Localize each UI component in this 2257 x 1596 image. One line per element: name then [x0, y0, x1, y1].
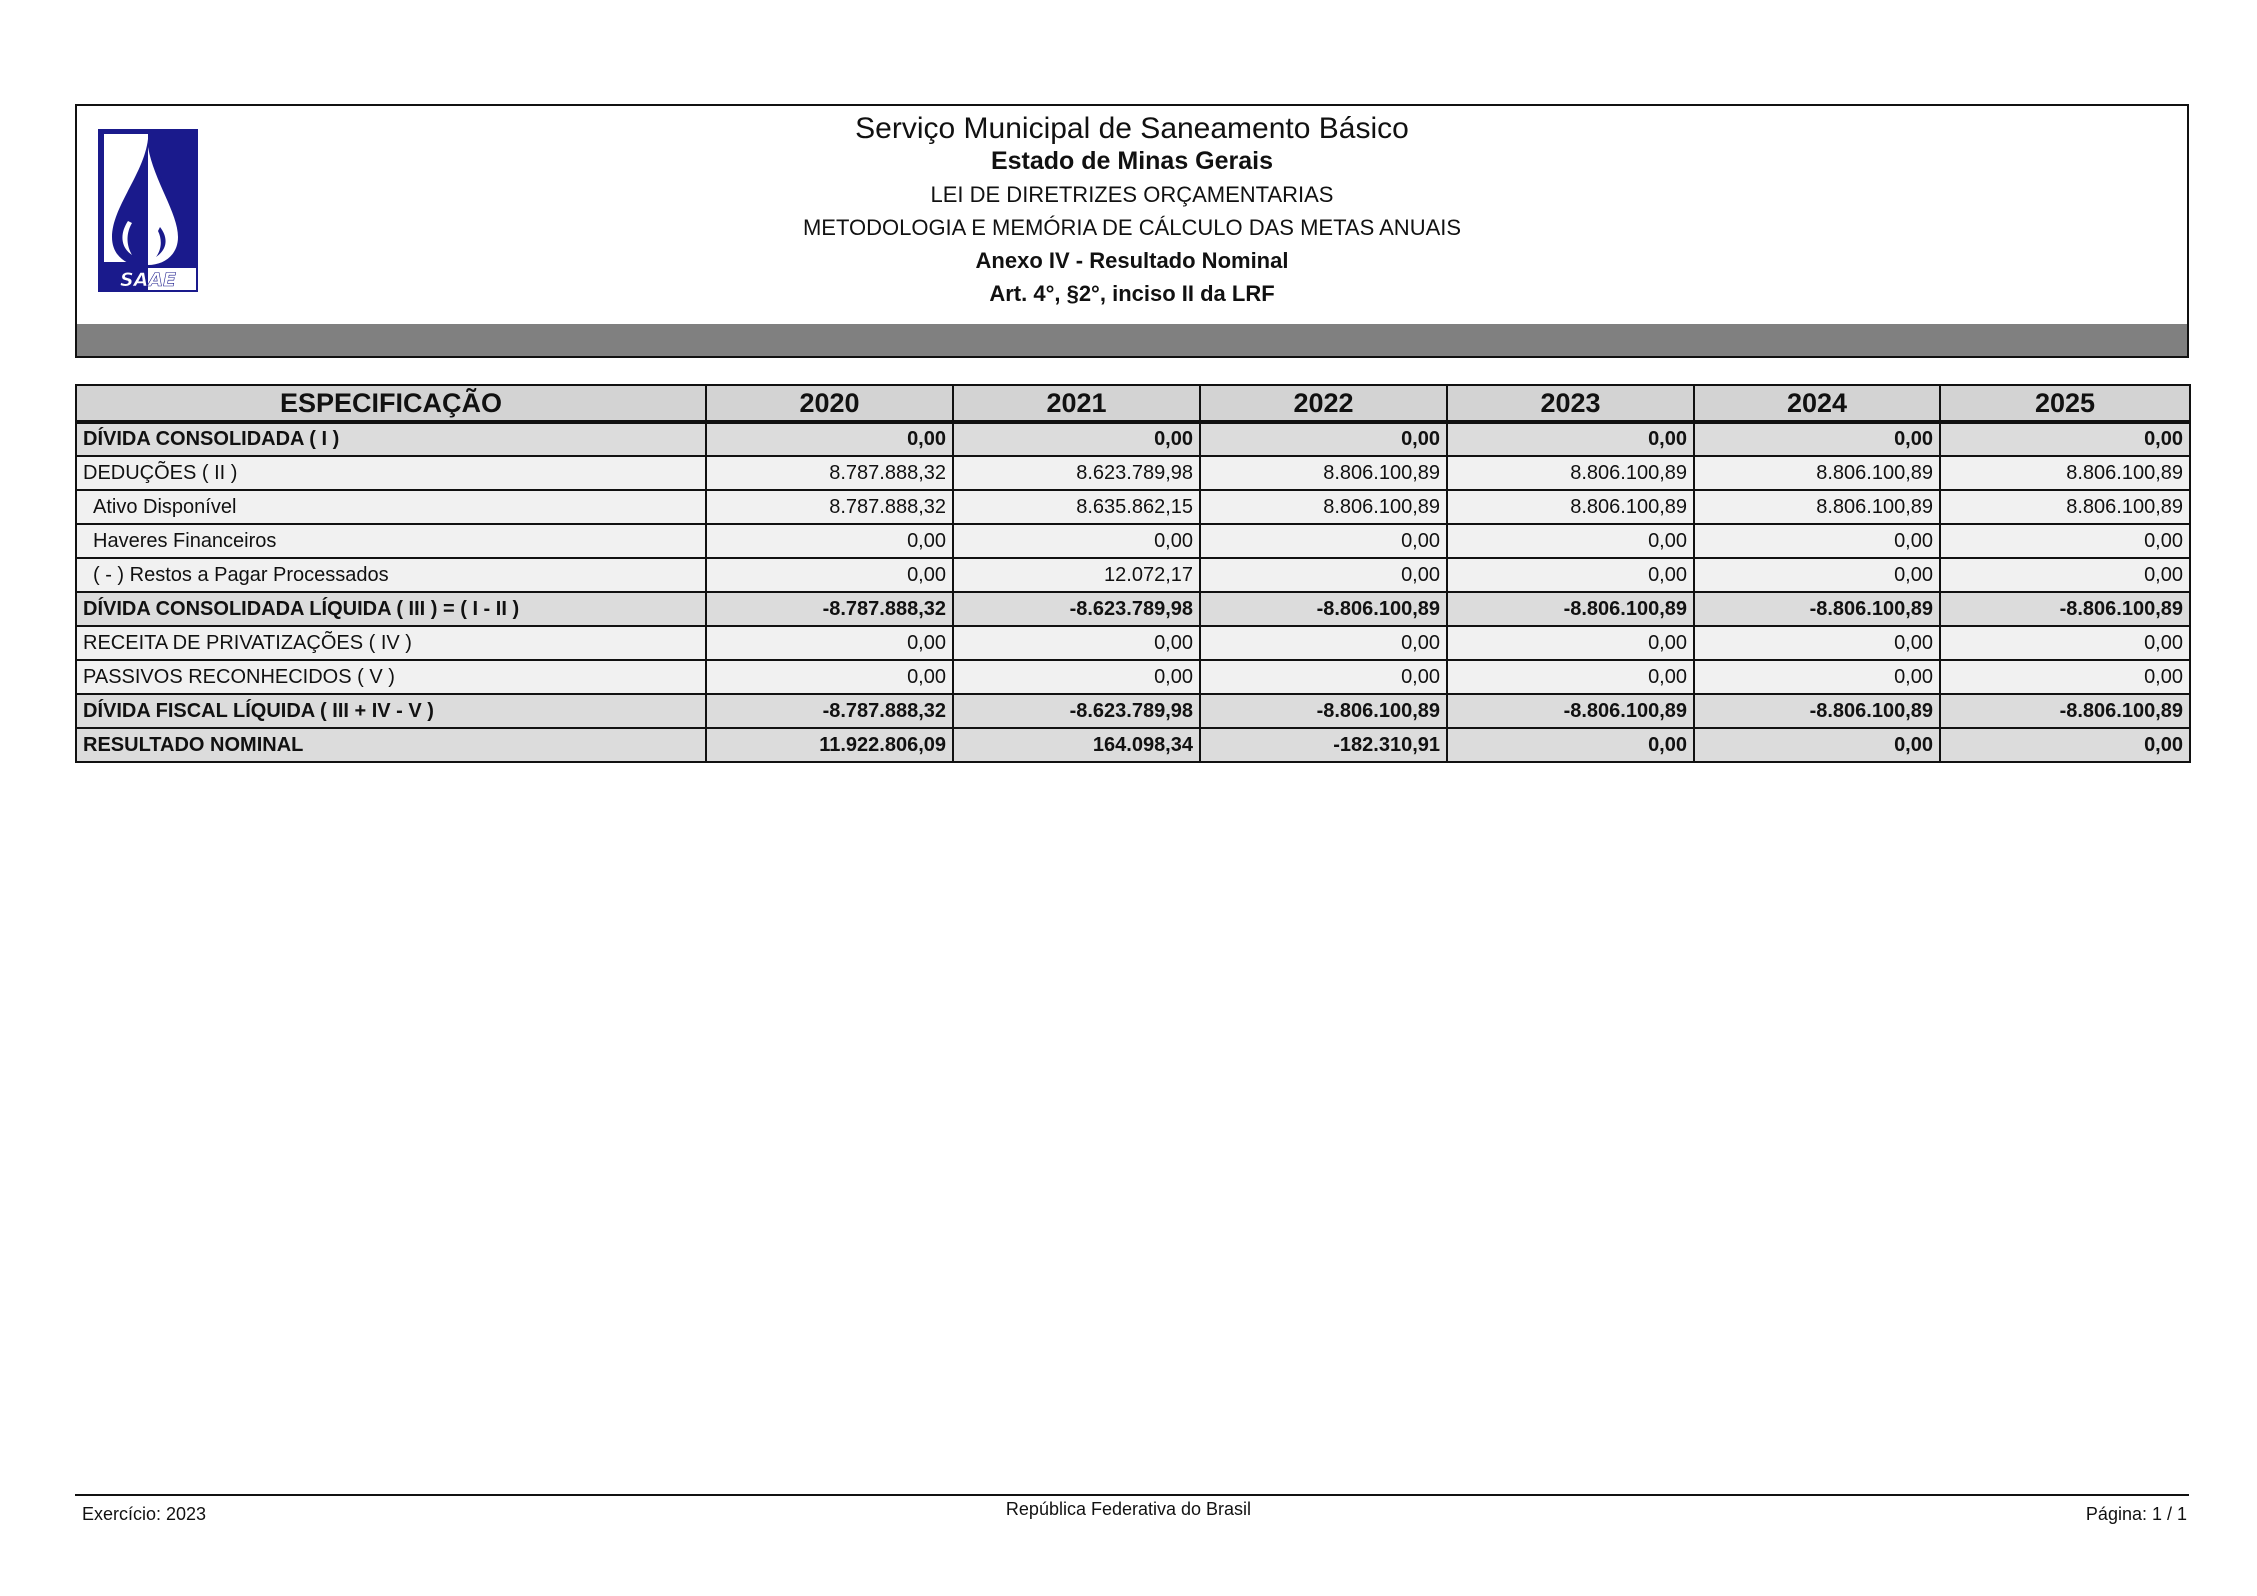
value-cell: 0,00 — [706, 558, 953, 592]
value-cell: 8.806.100,89 — [1200, 490, 1447, 524]
value-cell: 8.806.100,89 — [1447, 456, 1694, 490]
value-cell: 0,00 — [1447, 728, 1694, 762]
footer-exercise: Exercício: 2023 — [82, 1504, 207, 1524]
value-cell: -8.787.888,32 — [706, 694, 953, 728]
table-body — [76, 422, 2190, 762]
annex-title: Anexo IV - Resultado Nominal — [975, 248, 1289, 273]
column-header-year: 2024 — [1694, 385, 1940, 422]
table-row — [76, 728, 2190, 762]
value-cell: -8.806.100,89 — [1200, 592, 1447, 626]
value-cell: 0,00 — [1447, 660, 1694, 694]
row-label: Haveres Financeiros — [76, 524, 706, 558]
value-cell: 0,00 — [706, 660, 953, 694]
report-header — [75, 104, 2189, 358]
value-cell: 0,00 — [706, 626, 953, 660]
value-cell: -8.623.789,98 — [953, 592, 1200, 626]
law-title: LEI DE DIRETRIZES ORÇAMENTARIAS — [930, 182, 1334, 207]
value-cell: 8.787.888,32 — [706, 490, 953, 524]
row-label: RECEITA DE PRIVATIZAÇÕES ( IV ) — [76, 626, 706, 660]
value-cell: 0,00 — [1940, 626, 2190, 660]
column-header-year: 2022 — [1200, 385, 1447, 422]
value-cell: -8.806.100,89 — [1940, 592, 2190, 626]
row-label: RESULTADO NOMINAL — [76, 728, 706, 762]
column-header-year: 2023 — [1447, 385, 1694, 422]
table-row — [76, 456, 2190, 490]
value-cell: 0,00 — [953, 422, 1200, 456]
row-label: DEDUÇÕES ( II ) — [76, 456, 706, 490]
value-cell: 0,00 — [1200, 422, 1447, 456]
value-cell: 0,00 — [706, 422, 953, 456]
value-cell: 0,00 — [1200, 558, 1447, 592]
value-cell: 164.098,34 — [953, 728, 1200, 762]
footer-page-number: Página: 1 / 1 — [2085, 1504, 2187, 1524]
value-cell: 8.806.100,89 — [1940, 490, 2190, 524]
value-cell: 0,00 — [706, 524, 953, 558]
value-cell: 0,00 — [1694, 626, 1940, 660]
value-cell: 8.806.100,89 — [1694, 456, 1940, 490]
table-row — [76, 626, 2190, 660]
value-cell: 0,00 — [1447, 524, 1694, 558]
article-title: Art. 4°, §2°, inciso II da LRF — [989, 281, 1275, 306]
footer-divider — [75, 1494, 2189, 1496]
row-label: ( - ) Restos a Pagar Processados — [76, 558, 706, 592]
footer-country: República Federativa do Brasil — [1005, 1499, 1252, 1519]
value-cell: -8.806.100,89 — [1200, 694, 1447, 728]
value-cell: 8.623.789,98 — [953, 456, 1200, 490]
logo-text: SAAE — [119, 269, 177, 291]
value-cell: 0,00 — [953, 524, 1200, 558]
value-cell: -8.806.100,89 — [1447, 694, 1694, 728]
value-cell: 0,00 — [1940, 524, 2190, 558]
value-cell: 0,00 — [1447, 422, 1694, 456]
value-cell: 0,00 — [1940, 660, 2190, 694]
value-cell: -8.806.100,89 — [1447, 592, 1694, 626]
methodology-title: METODOLOGIA E MEMÓRIA DE CÁLCULO DAS METAS ANUAIS — [802, 215, 1462, 240]
value-cell: 0,00 — [1694, 524, 1940, 558]
value-cell: 0,00 — [1694, 660, 1940, 694]
value-cell: 0,00 — [1447, 626, 1694, 660]
value-cell: 0,00 — [1200, 524, 1447, 558]
value-cell: 8.806.100,89 — [1447, 490, 1694, 524]
table-header-row — [76, 385, 2190, 422]
header-band — [77, 324, 2187, 356]
value-cell: -8.806.100,89 — [1694, 592, 1940, 626]
value-cell: 0,00 — [1200, 626, 1447, 660]
row-label: PASSIVOS RECONHECIDOS ( V ) — [76, 660, 706, 694]
column-header-year: 2020 — [706, 385, 953, 422]
value-cell: 0,00 — [953, 626, 1200, 660]
value-cell: -8.806.100,89 — [1940, 694, 2190, 728]
row-label: DÍVIDA CONSOLIDADA LÍQUIDA ( III ) = ( I - II ) — [76, 592, 706, 626]
table-row — [76, 490, 2190, 524]
column-header-specification: ESPECIFICAÇÃO — [76, 385, 706, 422]
value-cell: -8.787.888,32 — [706, 592, 953, 626]
value-cell: 8.806.100,89 — [1940, 456, 2190, 490]
column-header-year: 2021 — [953, 385, 1200, 422]
table-row — [76, 524, 2190, 558]
table-row — [76, 422, 2190, 456]
value-cell: -182.310,91 — [1200, 728, 1447, 762]
table-row — [76, 694, 2190, 728]
row-label: DÍVIDA FISCAL LÍQUIDA ( III + IV - V ) — [76, 694, 706, 728]
value-cell: 8.635.862,15 — [953, 490, 1200, 524]
value-cell: 0,00 — [1940, 558, 2190, 592]
state-title: Estado de Minas Gerais — [990, 147, 1274, 175]
value-cell: 0,00 — [1694, 422, 1940, 456]
value-cell: 8.787.888,32 — [706, 456, 953, 490]
row-label: DÍVIDA CONSOLIDADA ( I ) — [76, 422, 706, 456]
column-header-year: 2025 — [1940, 385, 2190, 422]
value-cell: 8.806.100,89 — [1200, 456, 1447, 490]
value-cell: 11.922.806,09 — [706, 728, 953, 762]
value-cell: 0,00 — [1694, 728, 1940, 762]
value-cell: 8.806.100,89 — [1694, 490, 1940, 524]
org-title: Serviço Municipal de Saneamento Básico — [855, 112, 1409, 145]
value-cell: 0,00 — [1940, 422, 2190, 456]
table-row — [76, 592, 2190, 626]
table-row — [76, 558, 2190, 592]
value-cell: 0,00 — [1940, 728, 2190, 762]
value-cell: 12.072,17 — [953, 558, 1200, 592]
nominal-result-table — [75, 384, 2191, 763]
value-cell: -8.806.100,89 — [1694, 694, 1940, 728]
value-cell: 0,00 — [1694, 558, 1940, 592]
value-cell: -8.623.789,98 — [953, 694, 1200, 728]
value-cell: 0,00 — [1200, 660, 1447, 694]
value-cell: 0,00 — [953, 660, 1200, 694]
table-row — [76, 660, 2190, 694]
row-label: Ativo Disponível — [76, 490, 706, 524]
value-cell: 0,00 — [1447, 558, 1694, 592]
